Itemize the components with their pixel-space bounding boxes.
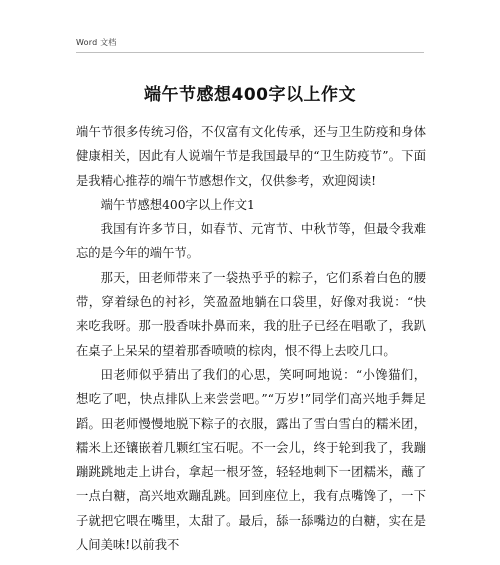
header-divider [76,52,424,53]
document-body [76,120,426,557]
intro-paragraph: 端午节很多传统习俗，不仅富有文化传承，还与卫生防疫和身体健康相关，因此有人说端午节是我国最早的“卫生防疫节”。下面是我精心推荐的端午节感想作文，仅供参考，欢迎阅读! [76,125,426,188]
body-paragraph: 那天，田老师带来了一袋热乎乎的粽子，它们系着白色的腰带，穿着绿色的衬衫，笑盈盈地躺在口袋里，好像对我说：“快来吃我呀。那一股香味扑鼻而来，我的肚子已经在唱歌了，我趴在桌子上呆呆的望着那香喷喷的棕肉，恨不得上去咬几口。 [76,270,426,358]
body-paragraph: 田老师似乎猜出了我们的心思，笑呵呵地说：“小馋猫们，想吃了吧，快点排队上来尝尝吧。”“万岁!”同学们高兴地手舞足蹈。田老师慢慢地脱下粽子的衣服，露出了雪白雪白的糯米团，糯米上还镶嵌着几颗红宝石呢。不一会儿，终于轮到我了，我蹦蹦跳跳地走上讲台，拿起一根牙签，轻轻地刺下一团糯米，蘸了一点白糖，高兴地欢蹦乱跳。回到座位上，我有点嘴馋了，一下子就把它喂在嘴里，太甜了。最后，舔一舔嘴边的白糖，实在是人间美味!以前我不 [76,367,426,553]
document-title: 端午节感想400字以上作文 [144,85,356,105]
section-heading: 端午节感想400字以上作文1 [100,197,255,212]
body-paragraph: 我国有许多节日，如春节、元宵节、中秋节等，但最令我难忘的是今年的端午节。 [76,222,426,261]
header-label: Word 文档 [76,38,117,47]
